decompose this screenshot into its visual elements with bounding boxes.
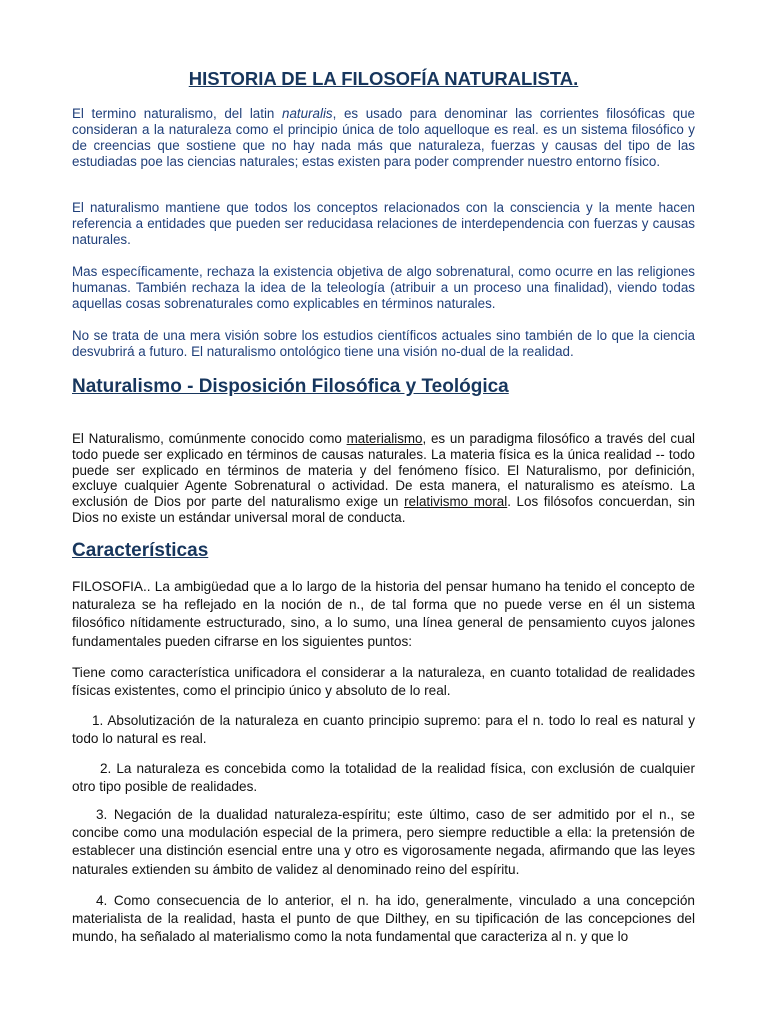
list-item-1: 1. Absolutización de la naturaleza en cuanto principio supremo: para el n. todo lo real es natural y todo lo natural es real. [72, 713, 695, 747]
list-item-3: 3. Negación de la dualidad naturaleza-espíritu; este último, caso de ser admitido por el n., se concibe como una modulación especial de la primera, pero siempre reductible a ella: la pretensión de establecer una distinción esencial entre una y otro es vigorosamente negada, afirmando que las leyes naturales extienden su ámbito de validez al denominado reino del espíritu. [72, 807, 695, 877]
list-item-4: 4. Como consecuencia de lo anterior, el n. ha ido, generalmente, vinculado a una concepción materialista de la realidad, hasta el punto de que Dilthey, en su tipificación de las concepciones del mundo, ha señalado al materialismo como la nota fundamental que caracteriza al n. y que lo [72, 893, 695, 945]
section2-paragraph-2: Tiene como característica unificadora el considerar a la naturaleza, en cuanto totalidad de realidades físicas existentes, como el principio único y absoluto de lo real. [72, 665, 695, 699]
list-item-2: 2. La naturaleza es concebida como la totalidad de la realidad física, con exclusión de cualquier otro tipo posible de realidades. [72, 761, 695, 795]
section1-p-after: . Los filósofos concuerdan, sin Dios no existe un estándar universal moral de conducta. [72, 494, 695, 525]
intro-paragraph-3: Mas específicamente, rechaza la existencia objetiva de algo sobrenatural, como ocurre en las religiones humanas. También rechaza la idea de la teleología (atribuir a un proceso una finalidad), viendo todas aquellas cosas sobrenaturales como explicables en términos naturales. [72, 264, 695, 311]
intro-p1-before: El termino naturalismo, del latin [72, 106, 282, 121]
intro-paragraph-2: El naturalismo mantiene que todos los conceptos relacionados con la consciencia y la mente hacen referencia a entidades que pueden ser reducidasa relaciones de interdependencia con fuerzas y causas naturales. [72, 200, 695, 247]
materialismo-link[interactable]: materialismo [346, 431, 423, 446]
relativismo-moral-link[interactable]: relativismo moral [404, 494, 508, 510]
intro-paragraph-1 [72, 106, 695, 170]
intro-p1-after: , es usado para denominar las corrientes filosóficas que consideran a la naturaleza como el principio única de tolo aquelloque es real. es un sistema filosófico y de creencias que sostiene que no hay nada más que naturaleza, fuerzas y causas del tipo de las estudiadas poe las ciencias naturales; estas existen para poder comprender nuestro entorno físico. [72, 106, 695, 169]
intro-paragraph-4: No se trata de una mera visión sobre los estudios científicos actuales sino también de lo que la ciencia desvubrirá a futuro. El naturalismo ontológico tiene una visión no-dual de la realidad. [72, 328, 695, 359]
section1-heading: Naturalismo - Disposición Filosófica y Teológica [72, 376, 509, 397]
section2-heading: Características [72, 540, 209, 561]
section2-paragraph-1: FILOSOFIA.. La ambigüedad que a lo largo de la historia del pensar humano ha tenido el concepto de naturaleza se ha reflejado en la noción de n., de tal forma que no puede verse en él un sistema filosófico nítidamente estructurado, sino, a lo sumo, una línea general de pensamiento cuyos jalones fundamentales pueden cifrarse en los siguientes puntos: [72, 579, 695, 649]
section1-p-before: El Naturalismo, comúnmente conocido como [72, 431, 347, 446]
section1-paragraph [72, 431, 695, 526]
document-title: HISTORIA DE LA FILOSOFÍA NATURALISTA. [188, 68, 579, 89]
section1-p-middle: , es un paradigma filosófico a través del cual todo puede ser explicado en términos de causas naturales. La materia física es la única realidad -- todo puede ser explicado en términos de materia y del fenómeno físico. El Naturalismo, por definición, excluye cualquier Agente Sobrenatural o actividad. De esta manera, el naturalismo es ateísmo. La exclusión de Dios por parte del naturalismo exige un [72, 431, 695, 510]
intro-p1-italic: naturalis [282, 106, 333, 121]
